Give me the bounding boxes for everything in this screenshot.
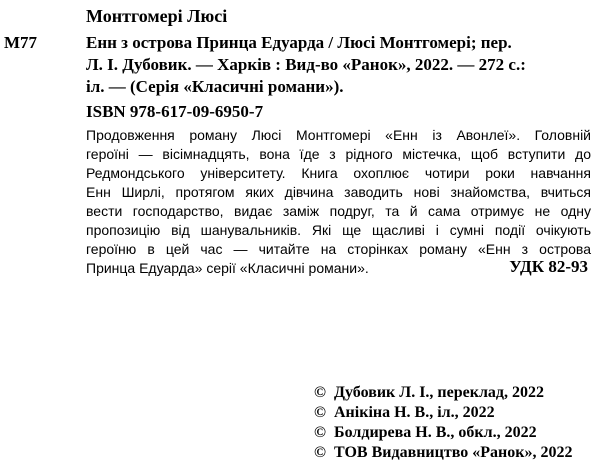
copyright-line (314, 443, 572, 463)
bibliographic-line: Л. І. Дубовик. — Харків : Вид-во «Ранок», 2022. — 272 с.: (86, 55, 526, 74)
annotation-line: Принца Едуарда» серії «Класичні романи». (86, 260, 369, 276)
copyright-line (314, 403, 572, 423)
annotation-line: пропозицію від шанувальників. Які ще щасливі і сумні події очікують (86, 222, 591, 238)
annotation-line: вести господарство, видає заміж подруг, та й сама отримує не одну (86, 203, 591, 219)
copyright-icon: © (314, 404, 326, 421)
copyright-icon: © (314, 424, 326, 441)
author-mark: М77 (4, 33, 38, 52)
copyright-icon: © (314, 384, 326, 401)
isbn: ISBN 978-617-09-6950-7 (86, 102, 264, 121)
copyright-icon: © (314, 444, 326, 461)
copyright-text: Болдирева Н. В., обкл., 2022 (334, 424, 537, 441)
udk-index: УДК 82-93 (509, 257, 588, 276)
copyright-text: Дубовик Л. І., переклад, 2022 (334, 384, 545, 401)
annotation-line: Редмондського університету. Книга охоплює чотири роки навчання (86, 165, 591, 181)
annotation-line: героїню в цей час — читайте на сторінках роману «Енн з острова (86, 241, 591, 257)
annotation-line: героїні — вісімнадцять, вона їде з рідного містечка, щоб вступити до (86, 146, 591, 162)
copyright-text: Анікіна Н. В., іл., 2022 (334, 404, 495, 421)
annotation-line: Продовження роману Люсі Монтгомері «Енн із Авонлеї». Головній (86, 127, 591, 143)
copyright-block (314, 383, 572, 463)
copyright-text: ТОВ Видавництво «Ранок», 2022 (334, 444, 573, 461)
bibliographic-line: іл. — (Серія «Класичні романи»). (86, 77, 344, 96)
annotation (86, 126, 591, 278)
author-name: Монтгомері Люсі (86, 6, 228, 26)
annotation-line: Енн Ширлі, протягом яких дівчина заводить нові знайомства, вчиться (86, 184, 591, 200)
copyright-line (314, 423, 572, 443)
bibliographic-line: Енн з острова Принца Едуарда / Люсі Монтгомері; пер. (86, 33, 512, 52)
copyright-line (314, 383, 572, 403)
